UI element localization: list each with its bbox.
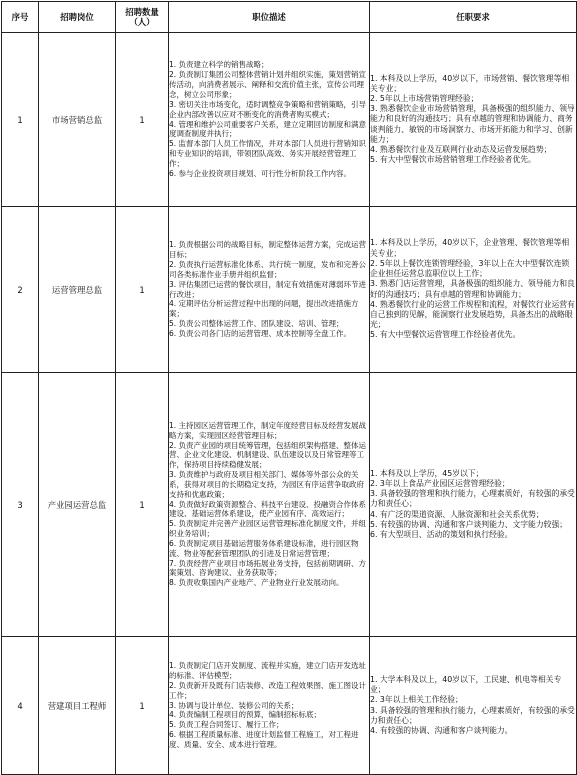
- duty-line: 6. 根据工程质量标准、进度计划监督工程施工，对工程进度、质量、安全、成本进行管理。: [169, 730, 359, 749]
- row-duties: [169, 373, 370, 637]
- duty-line: 2. 负责制订集团公司整体营销计划并组织实施，策划营销宣传活动，向消费者展示、阐释和交流价值主张，宣传公司理念，树立公司形象；: [169, 70, 367, 99]
- duty-line: 6. 负责制定项目基础运营服务体系建设标准，进行园区物流、物业等配套管理团队的引进及日常运营管理；: [169, 538, 359, 558]
- row-num: 1: [2, 33, 39, 207]
- requirement-line: 1. 大学本科及以上，40岁以下，工民建、机电等相关专业；: [370, 674, 562, 695]
- duty-line: 3. 协调与设计单位、装修公司的关系；: [169, 700, 299, 710]
- row-count: 1: [116, 373, 169, 637]
- row-title: 运营管理总监: [39, 207, 116, 373]
- requirement-line: 4. 熟悉餐饮行业的运营工作规程和流程，对餐饮行业运营有自己独到的见解，能洞察行业发展趋势，具备杰出的战略眼光；: [370, 299, 575, 330]
- requirement-line: 5. 有较强的协调、沟通和客户谈判能力、文字能力较强；: [370, 519, 568, 529]
- duty-line: 5. 监督本部门人员工作情况，并对本部门人员进行营销知识和专业知识的培训，带领团队高效、务实开展经营管理工作；: [169, 139, 367, 168]
- row-title: 产业园运营总监: [39, 373, 116, 637]
- duty-line: 3. 负责维护与政府及项目相关部门、媒体等外部公众的关系，获得对项目的长期稳定支持，为园区有序运营争取政府支持和优惠政策；: [169, 470, 364, 499]
- table-row: [2, 637, 577, 775]
- requirement-line: 4. 有较强的协调、沟通和客户谈判能力。: [370, 725, 513, 735]
- requirement-line: 1. 本科及以上学历，40岁以下，市场营销、餐饮管理等相关专业；: [370, 73, 570, 93]
- duty-line: 1. 主持园区运营管理工作，制定年度经营目标及经营发展战略方案，实现园区经营管理目标；: [169, 420, 367, 440]
- header-duties: 职位描述: [169, 2, 370, 33]
- row-title: 市场营销总监: [39, 33, 116, 207]
- duty-line: 2. 负责执行运营标准化体系、共行统一制度，发布和完善公司各类标准作业手册并组织监督；: [169, 259, 367, 279]
- row-requirements: [370, 373, 577, 637]
- requirement-line: 2. 3年以上食品产业园区运营管理经验；: [370, 478, 510, 488]
- requirement-line: 2. 5年以上餐饮连锁管理经验，3年以上在大中型餐饮连锁企业担任运营总监职位以上工作；: [370, 258, 570, 279]
- duty-line: 5. 负责制定并完善产业园区运营管理标准化制度文件，并组织业务培训；: [169, 519, 367, 539]
- requirement-line: 6. 有大型项目、活动的策划和执行经验。: [370, 530, 513, 539]
- row-title: 营建项目工程师: [39, 637, 116, 775]
- requirement-line: 4. 有广泛的渠道资源、人脉资源和社会关系优势；: [370, 509, 544, 519]
- table-row: [2, 207, 577, 373]
- requirement-line: 2. 3年以上相关工作经验；: [370, 695, 463, 705]
- duty-line: 3. 密切关注市场变化，适时调整竞争策略和营销策略，引导企业内部改善以应对不断变化的消费者购买模式；: [169, 99, 367, 119]
- row-num: 2: [2, 207, 39, 373]
- header-row: [2, 2, 577, 33]
- duty-line: 7. 负责经营产业项目市场拓展业务支持，包括前期调研、方案策划、咨询建议、业务获取等；: [169, 558, 367, 578]
- row-count: 1: [116, 207, 169, 373]
- duty-line: 4. 定期评估分析运营过程中出现的问题，提出改进措施方案；: [169, 299, 359, 319]
- duty-line: 1. 负责根据公司的战略目标，制定整体运营方案，完成运营目标；: [169, 240, 367, 260]
- row-count: 1: [116, 33, 169, 207]
- header-requirements: 任职要求: [370, 2, 577, 33]
- requirement-line: 4. 熟悉餐饮行业及互联网行业动态及运营发展趋势；: [370, 145, 552, 154]
- requirement-line: 2. 5年以上市场营销管理经验；: [370, 93, 479, 103]
- row-count: 1: [116, 637, 169, 775]
- header-num: 序号: [2, 2, 39, 33]
- header-title: 招聘岗位: [39, 2, 116, 33]
- duty-line: 4. 负责做好政策资源整合、科技平台建设、投融资合作体系建设、基础运营体系建设，使产业园有序、高效运行；: [169, 499, 367, 519]
- row-duties: [169, 207, 370, 373]
- duty-line: 6. 负责公司各门店的运营管理、成本控制等全盘工作。: [169, 328, 352, 338]
- duty-line: 8. 负责收集国内产业地产、产业物业行业发展动向。: [169, 578, 344, 588]
- duty-line: 6. 参与企业投资项目规划、可行性分析阶段工作内容。: [169, 168, 352, 178]
- duty-line: 2. 负责新开及既有门店装修、改造工程效果图、施工图设计工作；: [169, 680, 367, 700]
- duty-line: 4. 负责编制工程项目的预算，编制招标标底；: [169, 710, 322, 720]
- duty-line: 2. 负责产业园的项目统筹管理，包括组织架构搭建、整体运营、企业文化建设、机制建设、队伍建设以及日常管理等工作，保持项目持续稳健发展；: [169, 440, 367, 470]
- requirement-line: 1. 本科及以上学历，40岁以下，企业管理、餐饮管理等相关专业；: [370, 238, 570, 258]
- requirement-line: 1. 本科及以上学历，45岁以下；: [370, 468, 484, 478]
- duty-line: 1. 负责建立科学的销售战略；: [169, 60, 269, 70]
- duty-line: 5. 负责工程合同签订、履行工作；: [169, 720, 284, 730]
- requirement-line: 5. 有大中型餐饮市场营销管理工作经验者优先。: [370, 155, 536, 165]
- requirement-line: 3. 熟悉门店运营管理，具备极强的组织能力、领导能力和良好的沟通技巧；具有卓越的管理和协调能力；: [370, 279, 575, 299]
- row-num: 3: [2, 373, 39, 637]
- requirement-line: 5. 有大中型餐饮运营管理工作经验者优先。: [370, 330, 521, 340]
- table-row: [2, 33, 577, 207]
- row-requirements: [370, 33, 577, 207]
- recruitment-table: [1, 1, 577, 775]
- row-num: 4: [2, 637, 39, 775]
- header-count: 招聘数量（人）: [116, 2, 169, 33]
- row-duties: [169, 33, 370, 207]
- duty-line: 5. 负责公司整体运营工作、团队建设、培训、管理；: [169, 319, 344, 329]
- duty-line: 4. 管理和维护公司重要客户关系，建立定期回访制度和满意度调查制度并执行；: [169, 119, 367, 139]
- requirement-line: 3. 具备较强的管理和执行能力，心理素质好，有较强的承受力和责任心；: [370, 489, 575, 509]
- row-duties: [169, 637, 370, 775]
- table-row: [2, 373, 577, 637]
- row-requirements: [370, 207, 577, 373]
- duty-line: 1. 负责制定门店开发制度、流程并实施，建立门店开发选址的标准、评估模型；: [169, 661, 367, 681]
- requirement-line: 3. 具备较强的管理和执行能力，心理素质好，有较强的承受力和责任心；: [370, 705, 575, 725]
- duty-line: 3. 评估集团已运营的餐饮项目，制定有效措施对薄弱环节进行改进；: [169, 279, 367, 299]
- requirement-line: 3. 熟悉餐饮企业市场营销管理，具备极强的组织能力、领导能力和良好的沟通技巧；具有卓越的管理和协调能力、商务谈判能力、敏锐的市场洞察力、市场开拓能力和学习、创新能力；: [370, 104, 575, 144]
- row-requirements: [370, 637, 577, 775]
